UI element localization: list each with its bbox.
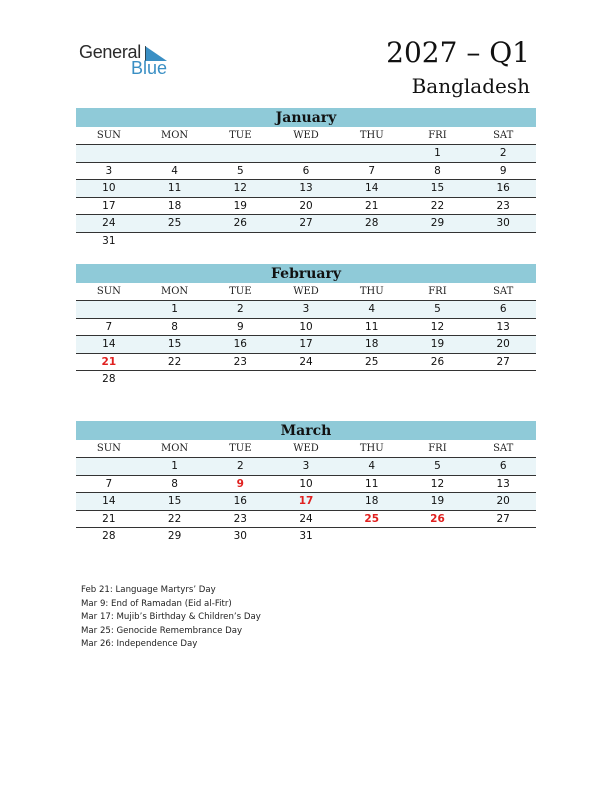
month-calendar-february [76,264,536,388]
week-row [76,458,536,476]
holiday-day-cell: 25 [364,512,380,525]
weekday-label: WED [293,286,319,297]
weekday-label: MON [160,443,189,454]
day-cell: 23 [233,355,247,368]
day-cell: 20 [496,495,510,507]
week-row [76,301,536,319]
day-cell: 11 [365,320,379,333]
day-cell: 16 [233,495,247,507]
day-cell: 14 [102,495,116,507]
week-row [76,215,536,233]
day-cell: 19 [233,199,247,212]
day-cell: 27 [496,512,510,525]
weekday-label: TUE [229,130,252,141]
day-cell: 24 [299,355,313,368]
day-cell: 2 [236,460,244,472]
day-cell: 26 [430,355,445,368]
weekday-header-row [76,283,536,301]
day-cell: 14 [102,338,116,350]
week-row [76,319,536,337]
day-cell [76,145,142,162]
day-cell: 1 [171,303,178,315]
month-header: February [76,264,536,283]
holiday-note: Feb 21: Language Martyrs’ Day [81,585,216,595]
day-cell [339,371,405,388]
day-cell [76,458,142,475]
week-row [76,354,536,372]
day-cell: 2 [236,303,244,315]
day-cell: 29 [167,530,182,542]
week-row [76,528,536,545]
day-cell: 4 [368,303,376,315]
day-cell: 20 [299,199,313,212]
day-cell: 1 [171,460,178,472]
day-cell: 7 [368,164,376,177]
day-cell [207,371,273,388]
holiday-note: Mar 25: Genocide Remembrance Day [81,625,243,636]
day-cell: 12 [233,182,247,194]
day-cell: 4 [368,460,376,472]
logo-general-text: General [79,42,141,62]
weekday-label: FRI [428,130,447,141]
day-cell: 27 [496,355,510,368]
day-cell: 12 [430,477,445,490]
day-cell: 6 [302,164,310,177]
day-cell: 16 [496,182,510,194]
day-cell: 26 [233,217,247,229]
day-cell [339,145,405,162]
day-cell: 25 [365,355,379,368]
day-cell: 13 [496,477,510,490]
day-cell: 24 [299,512,313,525]
day-cell: 11 [365,477,379,490]
day-cell: 22 [430,199,445,212]
month-header: January [76,108,536,127]
day-cell [142,233,208,250]
day-cell: 28 [102,530,116,542]
day-cell: 24 [102,217,116,229]
weekday-header-row [76,440,536,458]
day-cell: 15 [167,495,182,507]
day-cell: 10 [102,182,116,194]
day-cell: 22 [167,355,182,368]
week-row [76,493,536,511]
day-cell [76,301,142,318]
weekday-label: SUN [96,286,121,297]
week-row [76,511,536,529]
day-cell: 13 [496,320,510,333]
day-cell [470,528,536,545]
day-cell: 5 [434,303,441,315]
day-cell [273,371,339,388]
day-cell: 9 [236,320,244,333]
month-header: March [76,421,536,440]
day-cell: 6 [499,460,507,472]
day-cell: 19 [430,338,445,350]
weekday-label: SUN [96,130,121,141]
brand-logo [79,42,179,82]
weekday-label: TUE [229,443,252,454]
holiday-day-cell: 21 [101,355,117,368]
day-cell: 6 [499,303,507,315]
day-cell: 3 [302,460,310,472]
week-row [76,233,536,250]
day-cell: 20 [496,338,510,350]
day-cell: 8 [434,164,441,177]
weekday-label: THU [359,130,384,141]
day-cell: 8 [171,320,178,333]
day-cell: 25 [167,217,182,229]
day-cell: 29 [430,217,445,229]
weekday-label: WED [293,443,319,454]
weekday-label: SAT [493,443,514,454]
day-cell: 10 [299,477,313,490]
day-cell [339,528,405,545]
day-cell: 17 [299,338,313,350]
holiday-note: Mar 17: Mujib’s Birthday & Children’s Day [81,612,261,622]
day-cell [470,371,536,388]
day-cell [405,528,471,545]
weekday-label: FRI [428,443,447,454]
day-cell: 13 [299,182,313,194]
day-cell: 17 [102,199,116,212]
day-cell: 18 [365,495,379,507]
day-cell [142,371,208,388]
day-cell [470,233,536,250]
day-cell: 31 [102,234,116,247]
day-cell: 4 [171,164,178,177]
day-cell: 31 [299,530,313,542]
day-cell: 15 [430,182,445,194]
day-cell: 3 [302,303,310,315]
weekday-label: WED [293,130,319,141]
holiday-day-cell: 17 [298,495,314,507]
day-cell: 21 [102,512,116,525]
day-cell: 5 [434,460,441,472]
holiday-notes [81,584,261,652]
day-cell: 18 [365,338,379,350]
country-name: Bangladesh [411,74,530,98]
week-row [76,163,536,181]
weekday-label: SAT [493,286,514,297]
page-title: 2027 – Q1 [386,36,530,69]
holiday-note: Mar 9: End of Ramadan (Eid al-Fitr) [81,598,232,609]
day-cell [142,145,208,162]
day-cell: 10 [299,320,313,333]
day-cell: 5 [236,164,244,177]
day-cell: 23 [496,199,510,212]
month-calendar-march [76,421,536,545]
week-row [76,476,536,494]
week-row [76,180,536,198]
weekday-label: MON [160,130,189,141]
day-cell [339,233,405,250]
day-cell: 16 [233,338,247,350]
day-cell: 3 [105,164,113,177]
day-cell [273,145,339,162]
day-cell: 30 [496,217,510,229]
day-cell: 8 [171,477,178,490]
day-cell [405,371,471,388]
weekday-label: SAT [493,130,514,141]
day-cell [207,233,273,250]
weekday-label: THU [359,443,384,454]
day-cell: 30 [233,530,247,542]
day-cell: 1 [434,147,441,159]
day-cell: 22 [167,512,182,525]
weekday-label: MON [160,286,189,297]
day-cell: 28 [365,217,379,229]
day-cell: 11 [167,182,182,194]
day-cell: 7 [105,477,113,490]
weekday-label: TUE [229,286,252,297]
day-cell: 19 [430,495,445,507]
week-row [76,145,536,163]
day-cell: 7 [105,320,113,333]
weekday-label: THU [359,286,384,297]
day-cell: 28 [102,373,116,385]
day-cell [207,145,273,162]
day-cell: 23 [233,512,247,525]
day-cell: 21 [365,199,379,212]
month-calendar-january [76,108,536,249]
week-row [76,198,536,216]
logo-blue-text: Blue [131,58,168,78]
holiday-note: Mar 26: Independence Day [81,639,198,649]
day-cell [273,233,339,250]
day-cell: 9 [499,164,507,177]
day-cell: 12 [430,320,445,333]
week-row [76,336,536,354]
holiday-day-cell: 9 [236,477,244,490]
day-cell: 2 [499,147,507,159]
weekday-label: SUN [96,443,121,454]
day-cell: 27 [299,217,313,229]
holiday-day-cell: 26 [430,512,445,525]
day-cell [405,233,471,250]
day-cell: 18 [167,199,182,212]
day-cell: 14 [365,182,379,194]
weekday-header-row [76,127,536,145]
weekday-label: FRI [428,286,447,297]
week-row [76,371,536,388]
day-cell: 15 [167,338,182,350]
